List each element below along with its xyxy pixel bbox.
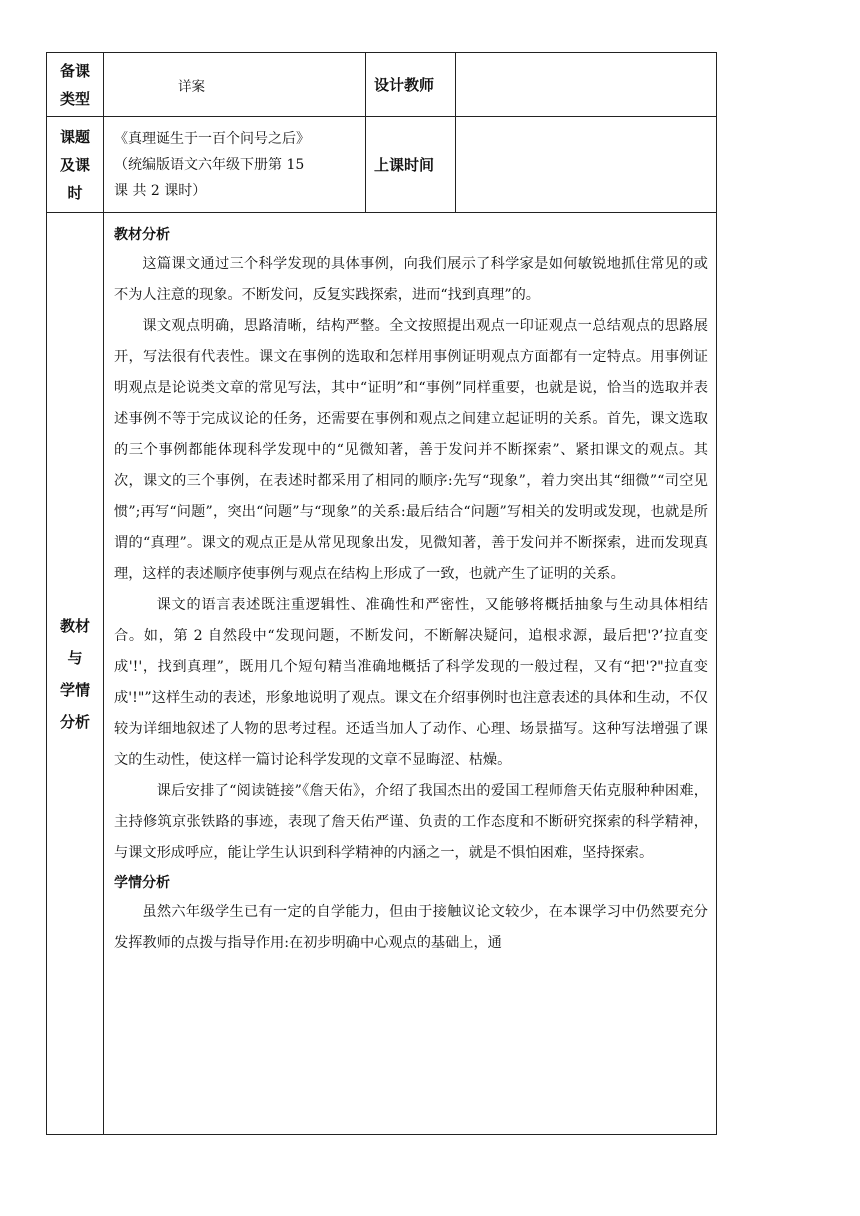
student-analysis-heading: 学情分析 (114, 875, 170, 891)
topic-value: 《真理诞生于一百个问号之后》 （统编版语文六年级下册第 15 课 共 2 课时） (104, 117, 366, 213)
material-paragraph-3: 课文的语言表述既注重逻辑性、准确性和严密性，又能够将概括抽象与生动具体相结合。如，第 2 自然段中“发现问题，不断发问，不断解决疑问，追根求源，最后把'?’拉直变成'!'，找到真理”，既用几个短句精当准确地概括了科学发现的一般过程，又有“把'?"拉直变成'!"”这样生动的表述，形象地说明了观点。课文在介绍事例时也注意表述的具体和生动，不仅较为详细地叙述了人物的思考过程。还适当加人了动作、心理、场景描写。这种写法增强了课文的生动性，使这样一篇讨论科学发现的文章不显晦涩、枯燥。 (114, 597, 708, 768)
designer-value (456, 53, 717, 117)
topic-label: 课题 及课 时 (47, 117, 104, 213)
lesson-type-value: 详案 (104, 53, 366, 117)
material-paragraph-1: 这篇课文通过三个科学发现的具体事例，向我们展示了科学家是如何敏锐地抓住常见的或不为人注意的现象。不断发问，反复实践探索，进而“找到真理”的。 (114, 256, 708, 303)
row-analysis (47, 213, 717, 1135)
class-time-value (456, 117, 717, 213)
row-topic (47, 117, 717, 213)
designer-label: 设计教师 (366, 53, 456, 117)
class-time-label: 上课时间 (366, 117, 456, 213)
material-analysis-heading: 教材分析 (114, 227, 170, 243)
material-paragraph-2: 课文观点明确，思路清晰，结构严整。全文按照提出观点一印证观点一总结观点的思路展开，写法很有代表性。课文在事例的选取和怎样用事例证明观点方面都有一定特点。用事例证明观点是论说类文章的常见写法，其中“证明”和“事例”同样重要，也就是说，恰当的选取并表述事例不等于完成议论的任务，还需要在事例和观点之间建立起证明的关系。首先，课文选取的三个事例都能体现科学发现中的“见微知著，善于发问并不断探索”、紧扣课文的观点。其次，课文的三个事例，在表述时都采用了相同的顺序:先写“现象”，着力突出其“细微”“司空见惯”;再写“问题”，突出“问题”与“现象”的关系:最后结合“问题”写相关的发明或发现，也就是所谓的“真理”。课文的观点正是从常见现象出发，见微知著，善于发问并不断探索，进而发现真理，这样的表述顺序使事例与观点在结构上形成了一致，也就产生了证明的关系。 (114, 318, 708, 582)
lesson-plan-table (46, 52, 717, 1135)
lesson-type-label: 备课 类型 (47, 53, 104, 117)
student-paragraph: 虽然六年级学生已有一定的自学能力，但由于接触议论文较少，在本课学习中仍然要充分发挥教师的点拨与指导作用:在初步明确中心观点的基础上，通 (114, 904, 708, 951)
material-paragraph-4: 课后安排了“阅读链接”《詹天佑》，介绍了我国杰出的爱国工程师詹天佑克服种种困难，主持修筑京张铁路的事迹，表现了詹天佑严谨、负责的工作态度和不断研究探索的科学精神，与课文形成呼应，能让学生认识到科学精神的内涵之一，就是不惧怕困难，坚持探索。 (114, 783, 708, 861)
row-lesson-type (47, 53, 717, 117)
analysis-label: 教材 与 学情 分析 (47, 213, 104, 1135)
analysis-content (104, 213, 717, 1135)
